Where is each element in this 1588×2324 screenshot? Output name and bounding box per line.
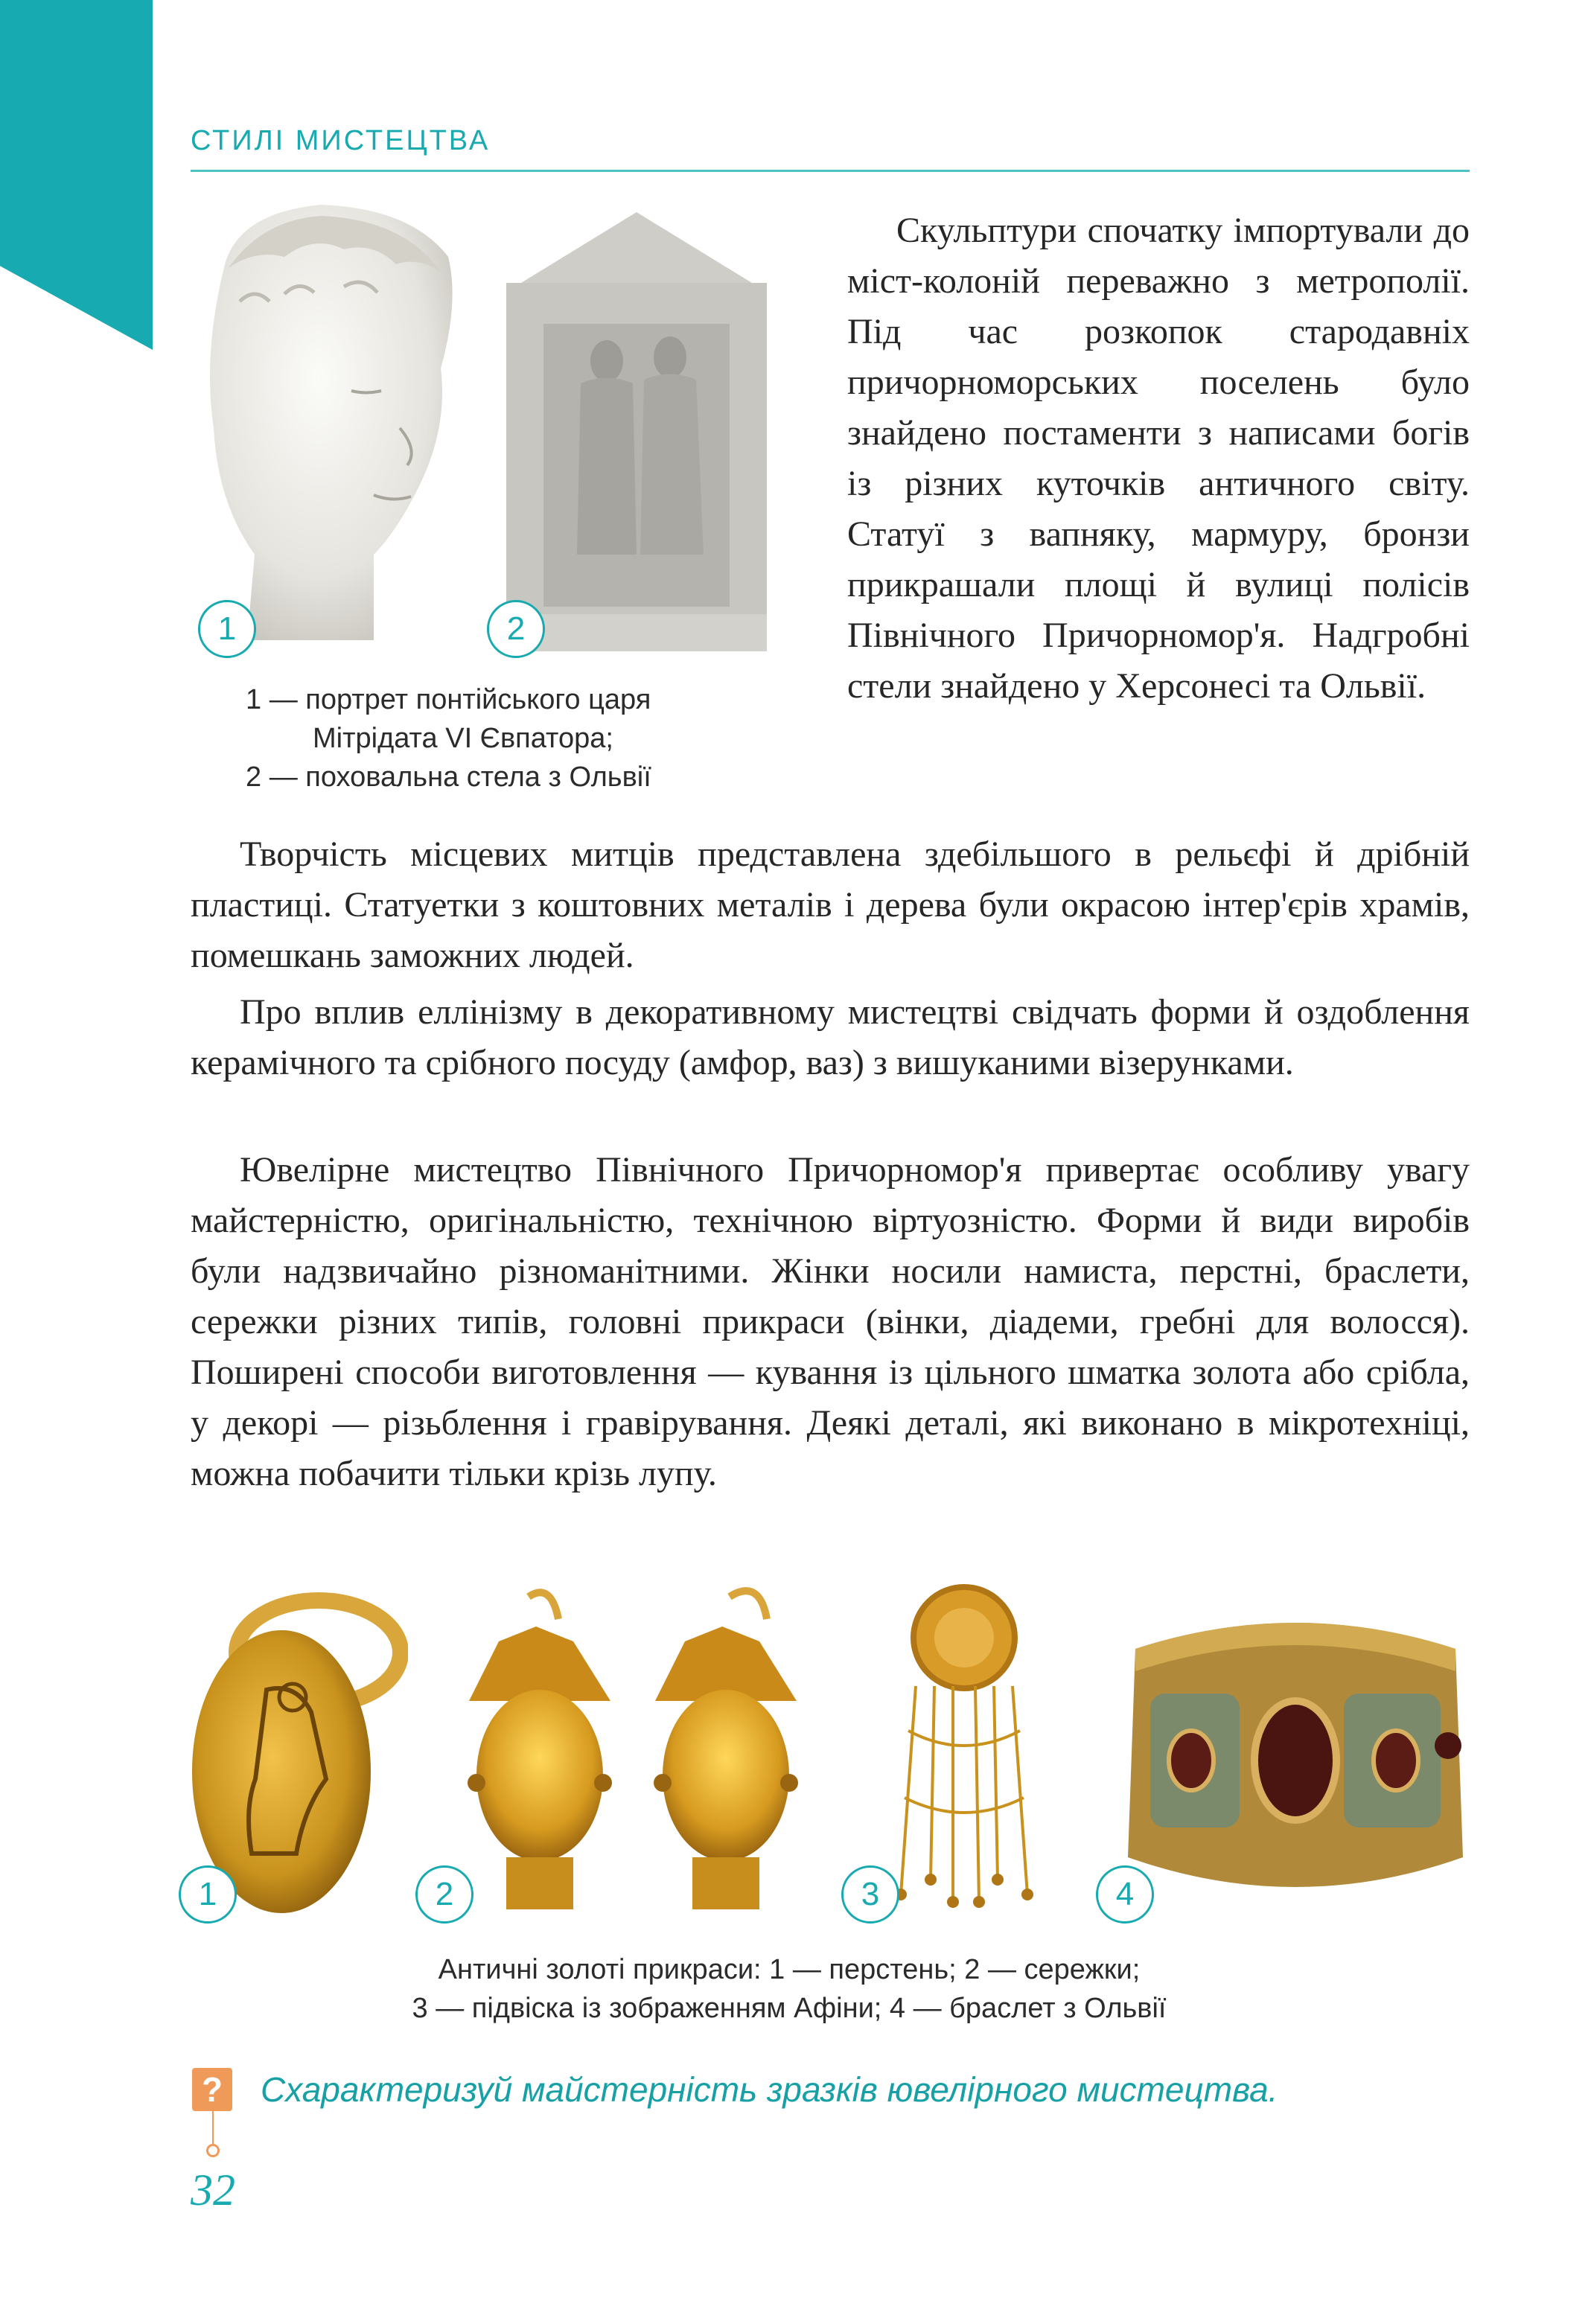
gold-bracelet-image bbox=[1120, 1604, 1470, 1917]
question-marker-stem bbox=[212, 2111, 214, 2147]
section-title: СТИЛІ МИСТЕЦТВА bbox=[191, 125, 491, 156]
paragraph-hellenism: Про вплив еллінізму в декоративному мистецтві свідчать форми й оздоблення керамічного та срібного посуду (амфор, ваз) з вишуканими візерунками. bbox=[191, 992, 1470, 1082]
jewelry-number-2: 2 bbox=[415, 1865, 473, 1924]
caption-line: 3 — підвіска із зображенням Афіни; 4 — браслет з Ольвії bbox=[412, 1993, 1167, 2024]
portrait-head-image bbox=[195, 205, 463, 640]
jewelry-number-3: 3 bbox=[841, 1865, 899, 1924]
jewelry-caption bbox=[246, 1950, 1333, 2028]
caption-line: Античні золоті прикраси: 1 — перстень; 2 — сережки; bbox=[438, 1954, 1141, 1985]
jewelry-number-1: 1 bbox=[179, 1865, 237, 1924]
paragraph-local-artists: Творчість місцевих митців представлена здебільшого в рельєфі й дрібній пластиці. Статуетки з коштовних металів і дерева були окрасою інтер'єрів храмів, помешкань заможних людей. bbox=[191, 834, 1470, 975]
figure-number-2: 2 bbox=[487, 600, 545, 658]
corner-tab bbox=[0, 0, 153, 350]
question-icon: ? bbox=[192, 2068, 232, 2111]
question-text: Схарактеризуй майстерність зразків ювелірного мистецтва. bbox=[261, 2070, 1278, 2109]
jewelry-number-4: 4 bbox=[1096, 1865, 1154, 1924]
paragraph-jewelry: Ювелірне мистецтво Північного Причорномор'я привертає особливу увагу майстерністю, оригінальністю, технічною віртуозністю. Форми й види виробів були надзвичайно різноманітними. Жінки носили намиста, перстні, браслети, сережки різних типів, головні прикраси (вінки, діадеми, гребні для волосся). Поширені способи виготовлення — кування із цільного шматка золота або срібла, у декорі — різьблення і гравірування. Деякі деталі, які виконано в мікротехніці, можна побачити тільки крізь лупу. bbox=[191, 1150, 1470, 1493]
caption-line: Мітрідата VI Євпатора; bbox=[313, 723, 613, 754]
title-rule bbox=[191, 170, 1470, 172]
gold-pendant-image bbox=[871, 1582, 1057, 1909]
figure-number-1: 1 bbox=[198, 600, 256, 658]
page-number: 32 bbox=[191, 2165, 235, 2215]
paragraph-sculptures: Скульптури спочатку імпортували до міст-колоній переважно з метрополії. Під час розкопок стародавніх причорноморських поселень було знайдено постаменти з написами богів із різних куточків античного світу. Статуї з вапняку, мармуру, бронзи прикрашали площі й вулиці полісів Північного Причорномор'я. Надгробні стели знайдено у Херсонесі та Ольвії. bbox=[847, 211, 1470, 706]
question-marker-dot bbox=[206, 2144, 220, 2157]
caption-line: 2 — поховальна стела з Ольвії bbox=[246, 762, 651, 793]
caption-line: 1 — портрет понтійського царя bbox=[246, 684, 651, 715]
gold-earrings-image bbox=[454, 1582, 811, 1932]
funeral-stele-image bbox=[491, 212, 782, 651]
top-figures-caption bbox=[246, 680, 782, 797]
